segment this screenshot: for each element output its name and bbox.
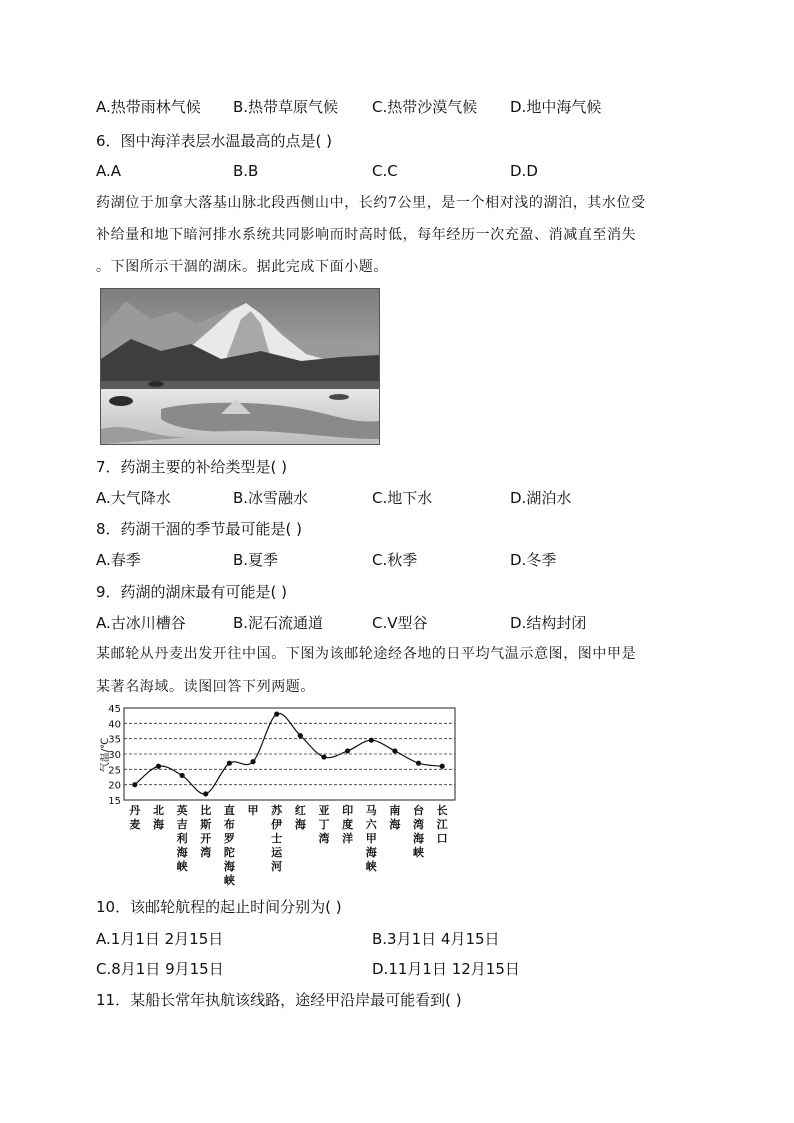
q9-option-b: B.泥石流通道 [233, 614, 324, 632]
x-category-label: 长 [436, 804, 448, 817]
x-category-label: 度 [342, 818, 354, 831]
x-category-label: 印 [342, 804, 354, 817]
passage2-line-2: 某著名海域。读图回答下列两题。 [96, 679, 315, 695]
q11-stem: 11．某船长常年执航该线路，途经甲沿岸最可能看到( ) [96, 991, 462, 1009]
x-category-label: 海 [365, 846, 377, 859]
x-category-label: 甲 [365, 832, 377, 845]
x-category-label: 湾 [413, 818, 425, 831]
q10-option-c: C.8月1日 9月15日 [96, 960, 224, 978]
data-point-0 [132, 782, 137, 787]
y-tick-label: 45 [108, 704, 121, 715]
q7-option-d: D.湖泊水 [510, 489, 572, 507]
q8-option-c: C.秋季 [372, 551, 418, 569]
y-tick-label: 20 [108, 780, 121, 792]
q10-option-d: D.11月1日 12月15日 [372, 960, 520, 978]
x-category-label: 河 [271, 860, 283, 873]
x-category-label: 布 [223, 818, 235, 831]
x-category-label: 甲 [247, 804, 259, 817]
x-category-label: 马 [365, 804, 377, 817]
x-category-label: 湾 [318, 832, 330, 845]
x-category-label: 台 [413, 804, 425, 817]
q5-option-b: B.热带草原气候 [233, 98, 339, 116]
y-tick-label: 30 [108, 750, 121, 761]
x-category-label: 英 [176, 804, 188, 817]
q6-option-a: A.A [96, 162, 122, 180]
x-category-label: 洋 [342, 832, 354, 845]
x-category-label: 南 [389, 804, 401, 817]
q5-option-c: C.热带沙漠气候 [372, 98, 478, 116]
x-category-label: 丁 [318, 818, 330, 831]
temperature-chart [100, 700, 460, 890]
x-category-label: 陀 [223, 846, 235, 859]
passage1-line-2: 补给量和地下暗河排水系统共同影响而时高时低，每年经历一次充盈、消减直至消失 [96, 227, 637, 243]
x-category-label: 丹 [129, 804, 141, 817]
x-category-label: 利 [176, 832, 188, 845]
x-category-label: 口 [436, 832, 448, 845]
q10-option-b: B.3月1日 4月15日 [372, 930, 500, 948]
data-point-3 [203, 791, 208, 796]
x-category-label: 直 [223, 804, 235, 817]
x-category-label: 海 [152, 818, 164, 831]
data-point-6 [274, 712, 279, 717]
passage1-line-1: 药湖位于加拿大落基山脉北段西侧山中，长约7公里，是一个相对浅的湖泊，其水位受 [96, 195, 646, 211]
y-tick-label: 15 [108, 796, 121, 807]
x-category-label: 峡 [223, 874, 235, 887]
x-category-label: 峡 [176, 860, 188, 873]
x-category-label: 北 [152, 804, 164, 817]
q7-option-c: C.地下水 [372, 489, 433, 507]
x-category-label: 峡 [365, 860, 377, 873]
q9-option-a: A.古冰川槽谷 [96, 614, 186, 632]
x-category-label: 海 [176, 846, 188, 859]
x-category-label: 吉 [176, 818, 188, 831]
data-point-7 [298, 733, 303, 738]
q7-option-b: B.冰雪融水 [233, 489, 309, 507]
lake-bed-photo [100, 288, 380, 445]
q10-option-a: A.1月1日 2月15日 [96, 930, 224, 948]
x-category-label: 罗 [223, 832, 235, 845]
q8-option-d: D.冬季 [510, 551, 557, 569]
y-tick-label: 35 [108, 734, 121, 746]
x-category-label: 海 [389, 818, 401, 831]
y-tick-label: 25 [108, 765, 121, 777]
data-point-5 [250, 759, 255, 764]
data-point-8 [321, 754, 326, 759]
temperature-chart-svg [100, 700, 460, 890]
x-category-label: 斯 [200, 818, 212, 831]
q9-stem: 9．药湖的湖床最有可能是( ) [96, 583, 288, 601]
data-point-2 [180, 773, 185, 778]
q6-option-b: B.B [233, 162, 259, 180]
passage2-line-1: 某邮轮从丹麦出发开往中国。下图为该邮轮途经各地的日平均气温示意图，图中甲是 [96, 646, 637, 662]
passage1-line-3: 。下图所示干涸的湖床。据此完成下面小题。 [96, 259, 388, 275]
x-category-label: 湾 [200, 846, 212, 859]
x-category-label: 红 [294, 804, 306, 817]
x-category-label: 六 [365, 818, 377, 831]
q8-option-a: A.春季 [96, 551, 141, 569]
lake-bed-illustration [101, 289, 379, 444]
x-category-label: 开 [200, 832, 212, 845]
q6-option-c: C.C [372, 162, 398, 180]
x-category-label: 士 [271, 832, 283, 845]
data-point-10 [369, 738, 374, 743]
q5-option-d: D.地中海气候 [510, 98, 602, 116]
x-category-label: 亚 [318, 804, 330, 817]
y-axis-label: 气温/℃ [100, 737, 111, 773]
data-point-1 [156, 764, 161, 769]
q7-stem: 7．药湖主要的补给类型是( ) [96, 458, 288, 476]
x-category-label: 麦 [129, 818, 141, 831]
x-category-label: 海 [413, 832, 425, 845]
y-tick-label: 40 [108, 719, 121, 731]
q7-option-a: A.大气降水 [96, 489, 171, 507]
x-category-label: 海 [294, 818, 306, 831]
q5-option-a: A.热带雨林气候 [96, 98, 201, 116]
data-point-9 [345, 748, 350, 753]
x-category-label: 运 [271, 846, 283, 859]
data-point-4 [227, 761, 232, 766]
q10-stem: 10．该邮轮航程的起止时间分别为( ) [96, 898, 342, 916]
x-category-label: 峡 [413, 846, 425, 859]
data-point-11 [392, 748, 397, 753]
data-point-13 [440, 764, 445, 769]
data-point-12 [416, 761, 421, 766]
x-category-label: 江 [436, 818, 448, 831]
x-category-label: 海 [223, 860, 235, 873]
x-category-label: 比 [200, 804, 212, 817]
q8-stem: 8．药湖干涸的季节最可能是( ) [96, 520, 303, 538]
q6-stem: 6．图中海洋表层水温最高的点是( ) [96, 132, 333, 150]
q6-option-d: D.D [510, 162, 538, 180]
x-category-label: 伊 [271, 818, 283, 831]
q9-option-c: C.V型谷 [372, 614, 428, 632]
q9-option-d: D.结构封闭 [510, 614, 587, 632]
x-category-label: 苏 [271, 804, 283, 817]
q8-option-b: B.夏季 [233, 551, 279, 569]
